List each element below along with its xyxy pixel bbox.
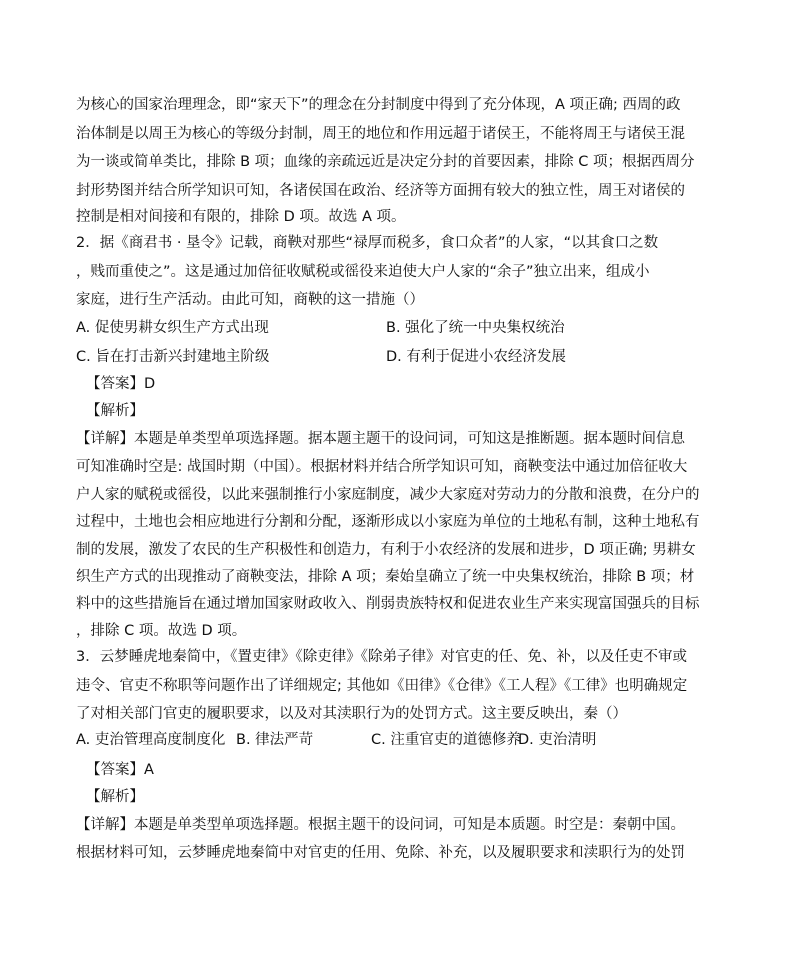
- q3-stem-line: 了对相关部门官吏的履职要求，以及对其渎职行为的处罚方式。这主要反映出，秦（）: [76, 706, 627, 722]
- q2-detail-line: 织生产方式的出现推动了商鞅变法，排除 A 项；秦始皇确立了统一中央集权统治，排除 B 项；材: [76, 569, 695, 585]
- q3-stem-line: 3．云梦睡虎地秦简中，《置吏律》《除吏律》《除弟子律》对官吏的任、免、补，以及任吏不审或: [76, 649, 687, 665]
- q2-option-c: C. 旨在打击新兴封建地主阶级: [76, 349, 270, 365]
- q3-option-a: A. 吏治管理高度制度化: [76, 732, 226, 748]
- q2-stem-line: 2．据《商君书 · 垦令》记载，商鞅对那些“禄厚而税多，食口众者”的人家，“以其食口之数: [76, 235, 659, 251]
- prev-explanation-line: 治体制是以周王为核心的等级分封制，周王的地位和作用远超于诸侯王，不能将周王与诸侯王混: [76, 126, 685, 142]
- prev-explanation-line: 封形势图并结合所学知识可知，各诸侯国在政治、经济等方面拥有较大的独立性，周王对诸侯的: [76, 183, 685, 199]
- q2-option-a: A. 促使男耕女织生产方式出现: [76, 320, 269, 336]
- prev-explanation-line: 为一谈或简单类比，排除 B 项；血缘的亲疏远近是决定分封的首要因素，排除 C 项；根据西周分: [76, 154, 695, 170]
- q2-detail-line: 可知准确时空是: 战国时期（中国）。根据材料并结合所学知识可知，商鞅变法中通过加倍征收大: [76, 459, 688, 475]
- q2-stem-line: 家庭，进行生产活动。由此可知，商鞅的这一措施（）: [76, 292, 424, 308]
- q3-detail-line: 根据材料可知，云梦睡虎地秦简中对官吏的任用、免除、补充，以及履职要求和渎职行为的处罚: [76, 845, 685, 861]
- q2-option-d: D. 有利于促进小农经济发展: [386, 349, 566, 365]
- prev-explanation-line: 为核心的国家治理理念，即“家天下”的理念在分封制度中得到了充分体现，A 项正确; 西周的政: [76, 97, 681, 113]
- q2-analysis-label: 【解析】: [86, 403, 144, 419]
- prev-explanation-line: 控制是相对间接和有限的，排除 D 项。故选 A 项。: [76, 209, 406, 225]
- q2-option-b: B. 强化了统一中央集权统治: [386, 320, 565, 336]
- q2-detail-line: 过程中，土地也会相应地进行分割和分配，逐渐形成以小家庭为单位的土地私有制，这种土地私有: [76, 514, 700, 530]
- q3-detail-line: 【详解】本题是单类型单项选择题。根据主题干的设问词，可知是本质题。时空是：秦朝中国。: [76, 817, 685, 833]
- q3-option-c: C. 注重官吏的道德修养: [371, 732, 521, 748]
- q3-analysis-label: 【解析】: [86, 789, 144, 805]
- q2-detail-line: ，排除 C 项。故选 D 项。: [76, 623, 247, 639]
- q2-detail-line: 制的发展，激发了农民的生产积极性和创造力，有利于小农经济的发展和进步，D 项正确; 男耕女: [76, 542, 696, 558]
- q3-stem-line: 违令、官吏不称职等问题作出了详细规定; 其他如《田律》《仓律》《工人程》《工律》也明确规定: [76, 678, 688, 694]
- q2-answer: 【答案】D: [86, 376, 156, 392]
- q3-option-d: D. 吏治清明: [518, 732, 597, 748]
- q3-answer: 【答案】A: [86, 762, 154, 778]
- q2-detail-line: 【详解】本题是单类型单项选择题。据本题主题干的设问词，可知这是推断题。据本题时间信息: [76, 431, 685, 447]
- q2-detail-line: 户人家的赋税或徭役，以此来强制推行小家庭制度，减少大家庭对劳动力的分散和浪费，在分户的: [76, 487, 700, 503]
- q2-detail-line: 料中的这些措施旨在通过增加国家财政收入、削弱贵族特权和促进农业生产来实现富国强兵的目标: [76, 596, 700, 612]
- q2-stem-line: ，贱而重使之”。这是通过加倍征收赋税或徭役来迫使大户人家的“余子”独立出来，组成小: [76, 264, 650, 280]
- q3-option-b: B. 律法严苛: [236, 732, 314, 748]
